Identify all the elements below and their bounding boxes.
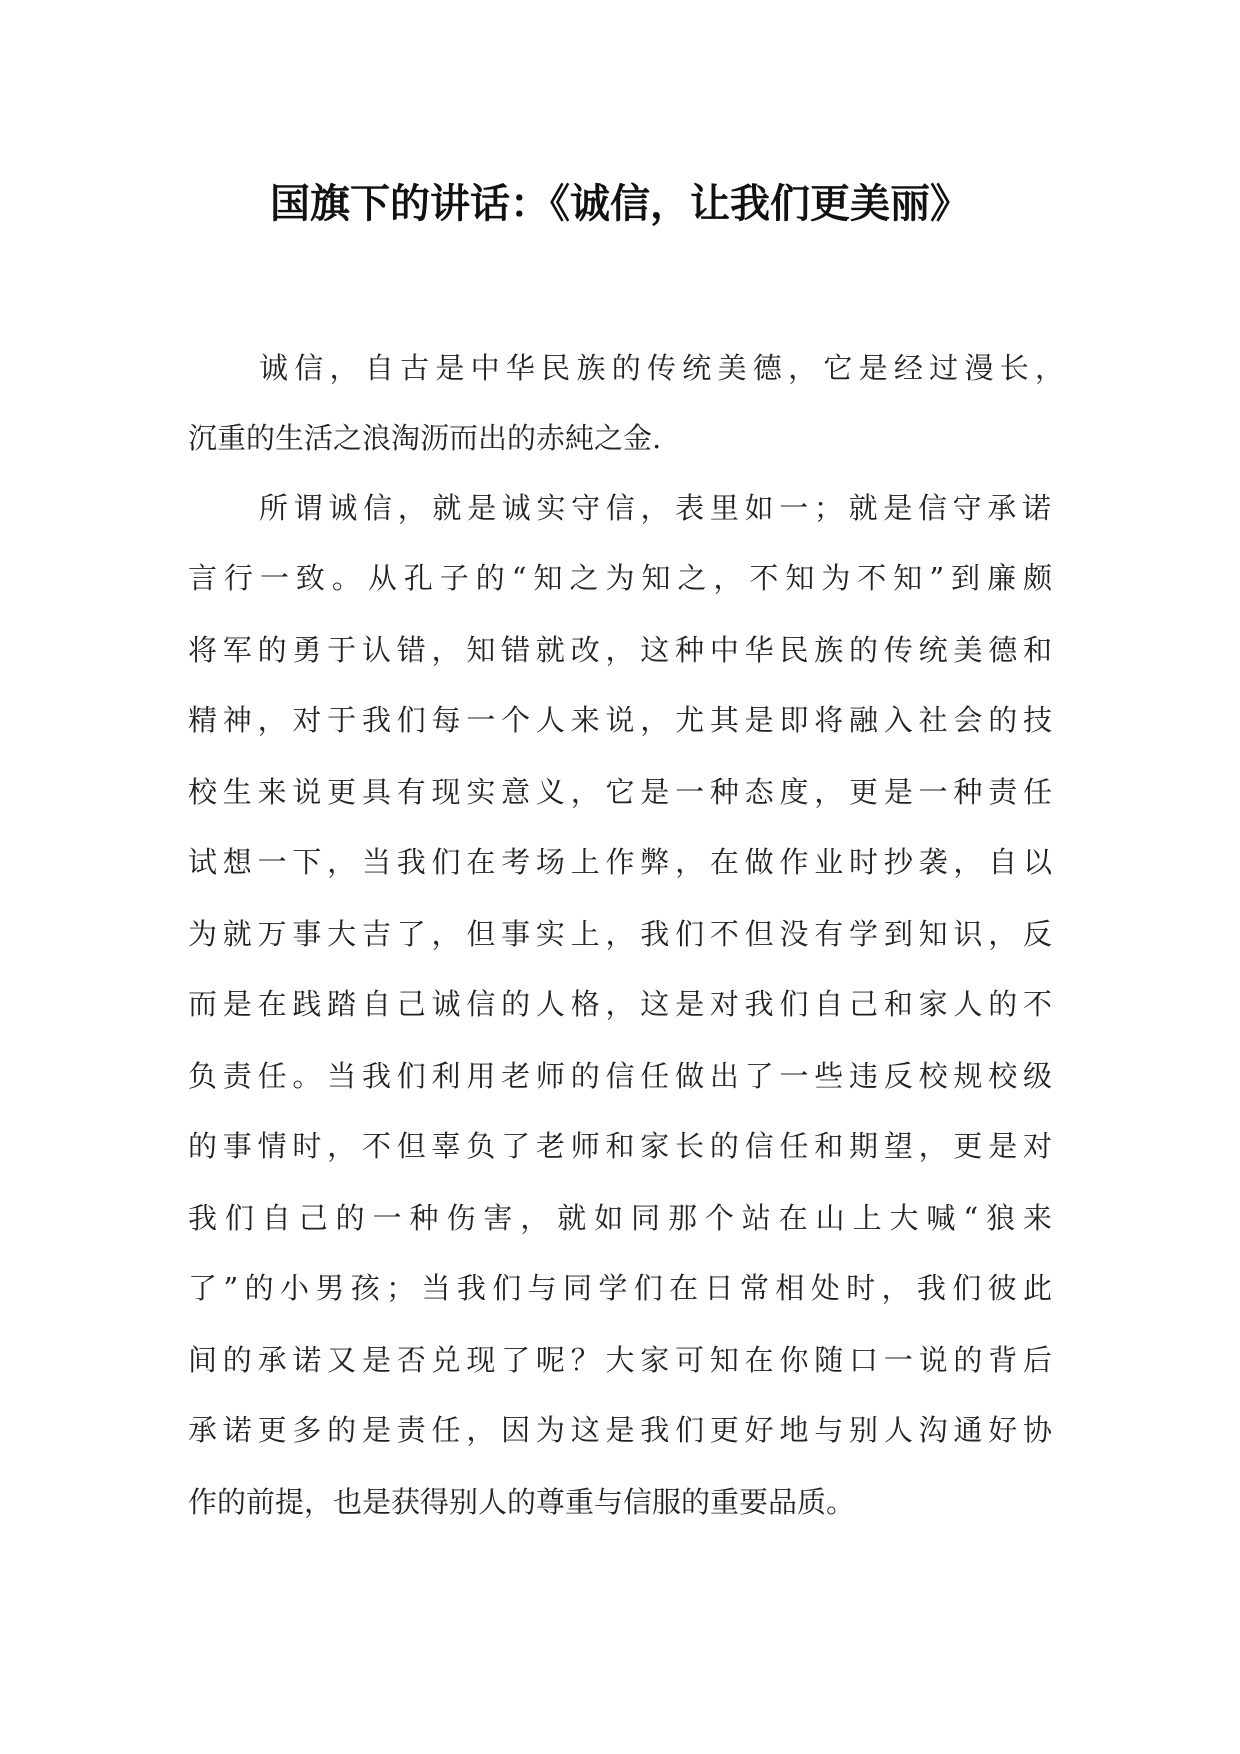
paragraph-2-line-13: 间的承诺又是否兑现了呢？大家可知在你随口一说的背后 [188, 1343, 1052, 1377]
paragraph-2-line-5: 校生来说更具有现实意义，它是一种态度，更是一种责任 [188, 775, 1052, 809]
paragraph-2-line-12: 了”的小男孩；当我们与同学们在日常相处时，我们彼此 [188, 1271, 1052, 1305]
paragraph-1-line-1: 诚信，自古是中华民族的传统美德，它是经过漫长， [259, 351, 1064, 385]
paragraph-2-line-4: 精神，对于我们每一个人来说，尤其是即将融入社会的技 [188, 703, 1052, 737]
paragraph-2-line-10: 的事情时，不但辜负了老师和家长的信任和期望，更是对 [188, 1129, 1052, 1163]
paragraph-2-line-7: 为就万事大吉了，但事实上，我们不但没有学到知识，反 [188, 917, 1052, 951]
paragraph-1-line-2: 沉重的生活之浪淘沥而出的赤純之金. [188, 421, 662, 455]
paragraph-2-line-9: 负责任。当我们利用老师的信任做出了一些违反校规校级 [188, 1059, 1052, 1093]
paragraph-2-line-15: 作的前提，也是获得别人的尊重与信服的重要品质。 [188, 1485, 856, 1519]
paragraph-2-line-1: 所谓诚信，就是诚实守信，表里如一；就是信守承诺 [259, 491, 1051, 525]
paragraph-2-line-2: 言行一致。从孔子的“知之为知之，不知为不知”到廉颇 [188, 561, 1052, 595]
paragraph-2-line-11: 我们自己的一种伤害，就如同那个站在山上大喊“狼来 [188, 1201, 1052, 1235]
paragraph-2-line-6: 试想一下，当我们在考场上作弊，在做作业时抄袭，自以 [188, 845, 1052, 879]
paragraph-2-line-14: 承诺更多的是责任，因为这是我们更好地与别人沟通好协 [188, 1413, 1052, 1447]
paragraph-2-line-3: 将军的勇于认错，知错就改，这种中华民族的传统美德和 [188, 633, 1052, 667]
paragraph-2-line-8: 而是在践踏自己诚信的人格，这是对我们自己和家人的不 [188, 987, 1052, 1021]
document-title: 国旗下的讲话：《诚信，让我们更美丽》 [270, 181, 970, 227]
